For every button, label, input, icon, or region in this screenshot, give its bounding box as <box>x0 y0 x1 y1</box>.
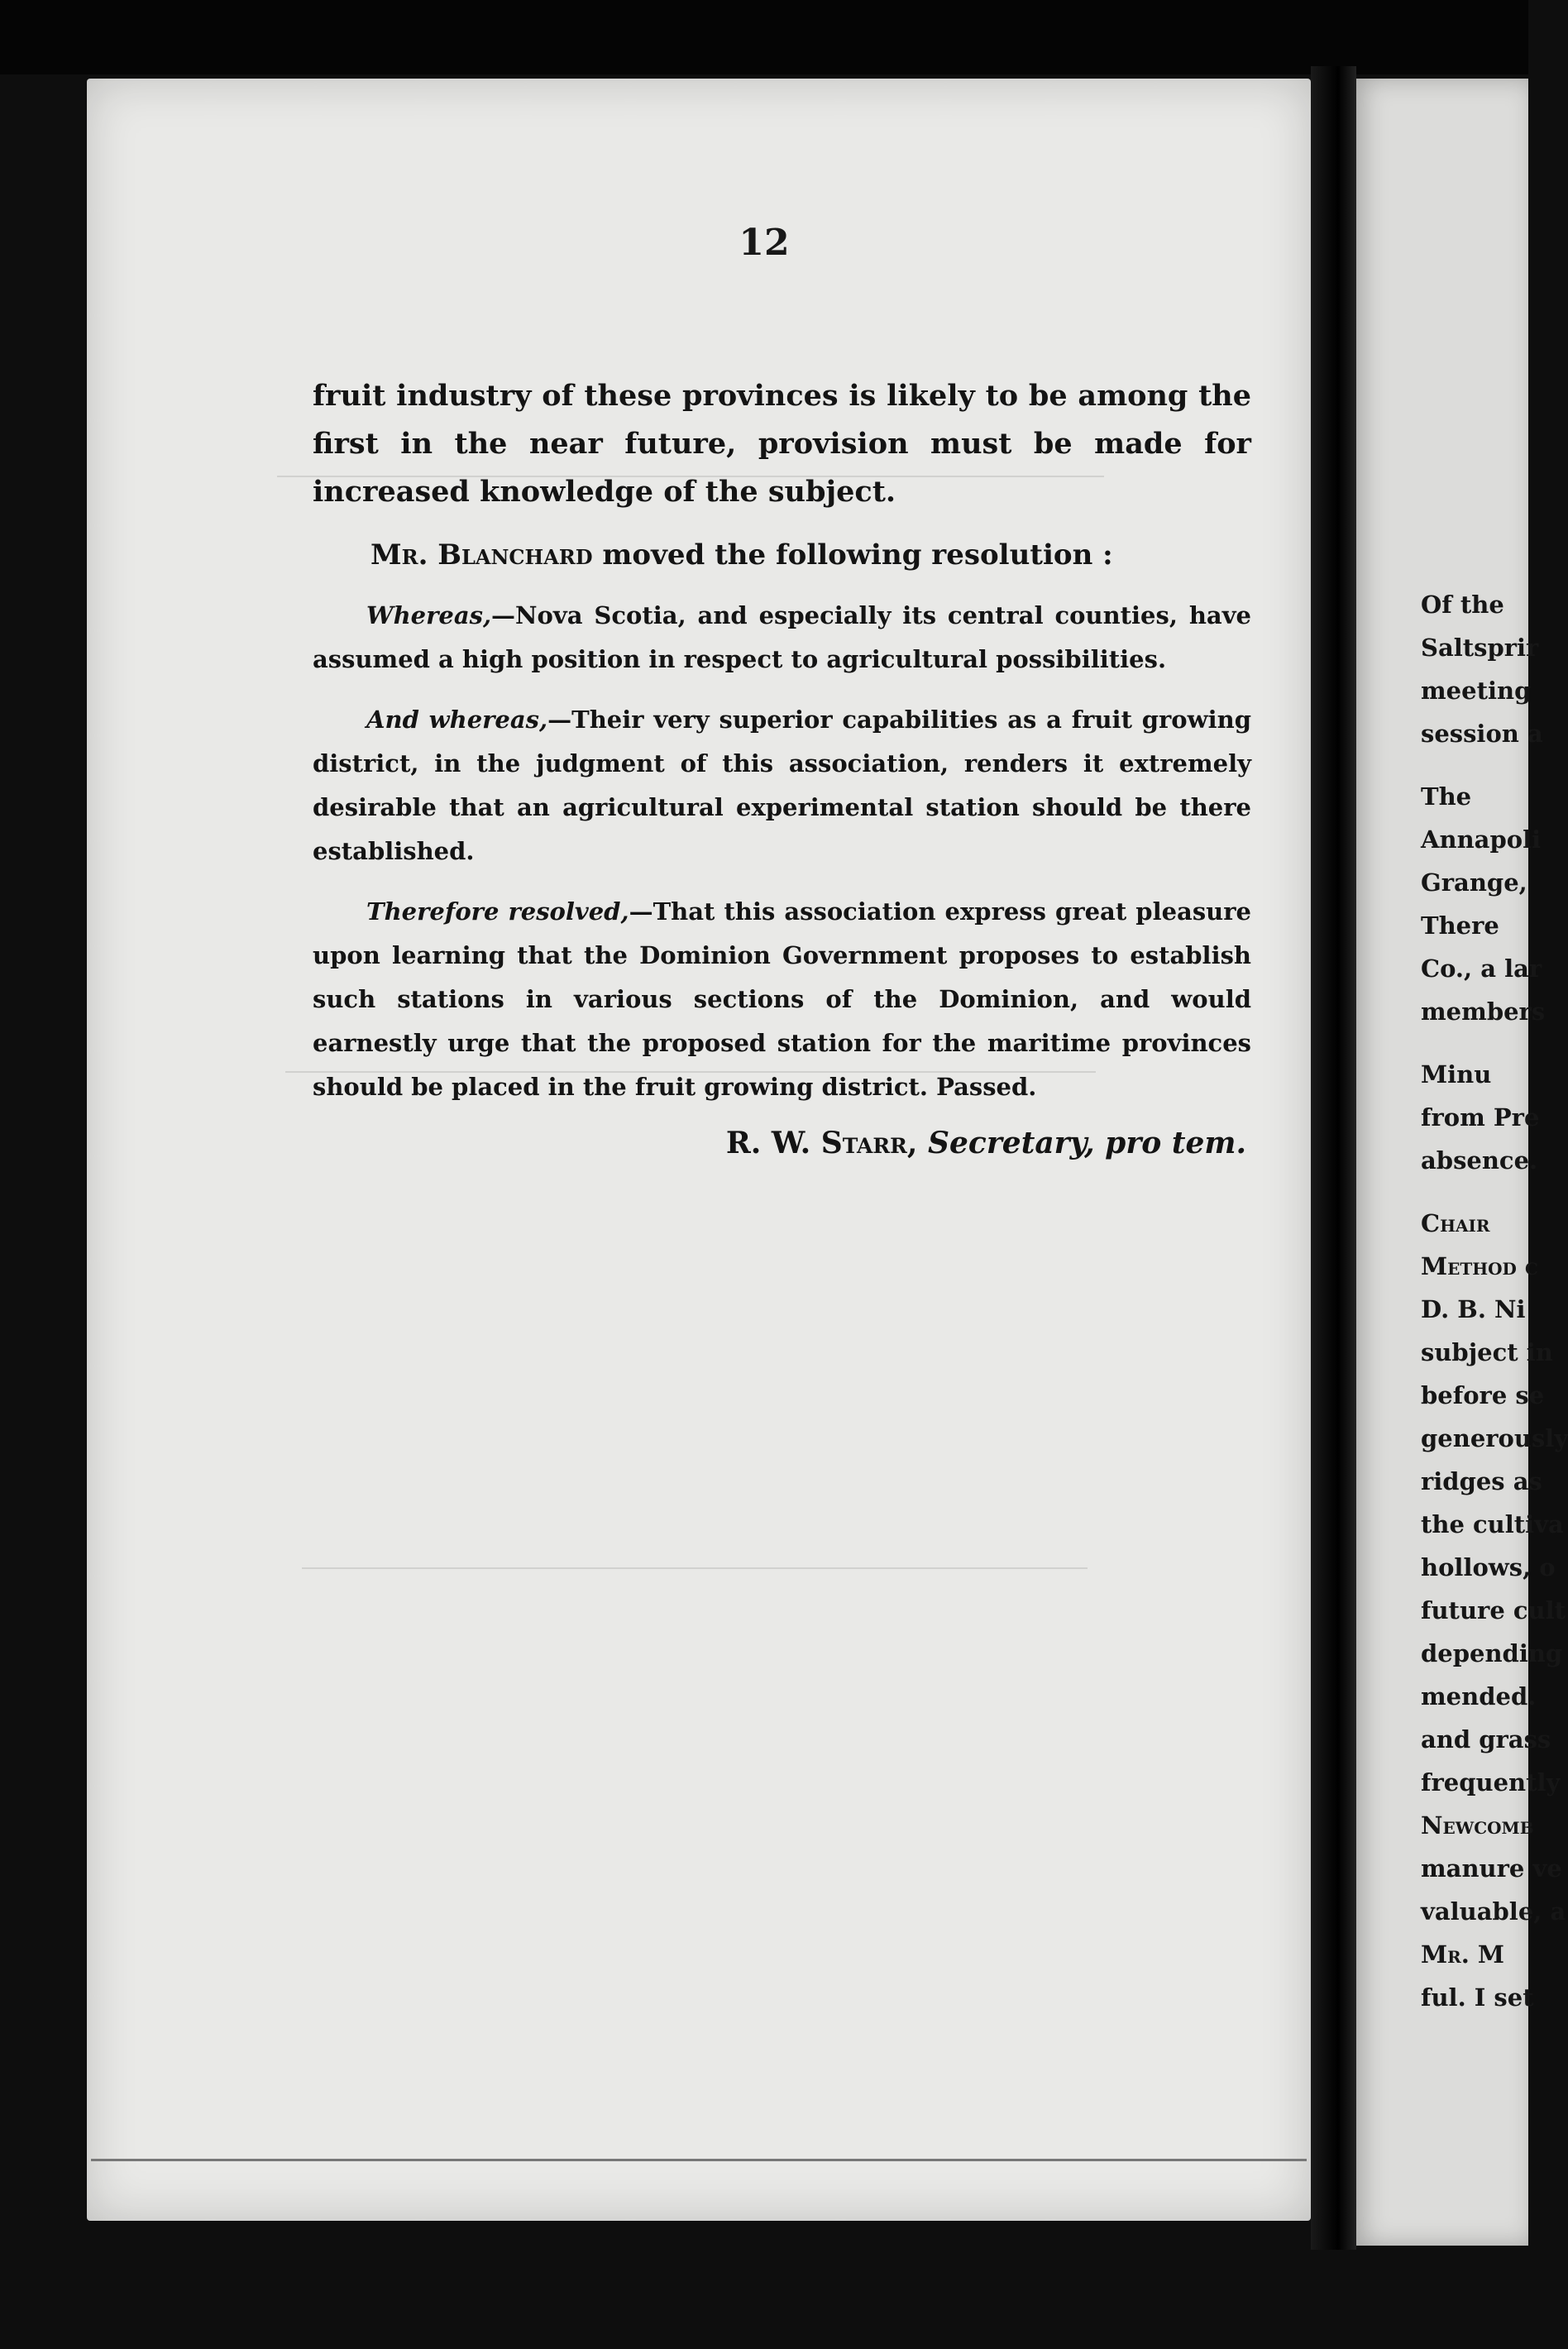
book-gutter <box>1311 66 1356 2250</box>
right-line: ridges as <box>1421 1467 1542 1495</box>
right-line: and grass <box>1421 1725 1551 1753</box>
right-line: the cultiva <box>1421 1510 1564 1538</box>
right-line: depending <box>1421 1639 1563 1667</box>
whereas-text: —Nova Scotia, and especially its central counties, have assumed a high position in respect to agricultural possibilities. <box>313 601 1251 673</box>
right-line: Method c <box>1421 1252 1538 1280</box>
and-whereas-paragraph <box>313 698 1251 873</box>
right-line: D. B. Ni <box>1421 1295 1526 1323</box>
right-line: There <box>1421 911 1499 940</box>
page-bottom-rule <box>91 2159 1307 2161</box>
right-line: Of the <box>1421 591 1504 619</box>
right-line: hollows, o <box>1421 1553 1556 1581</box>
lead-paragraph: fruit industry of these provinces is likely to be among the first in the near future, provision must be made for increased knowledge of the subject. <box>313 379 1251 509</box>
resolved-text: —That this association express great pleasure upon learning that the Dominion Government proposes to establish such stations in various sections of the Dominion, and would earnestly urge that the proposed station for the maritime provinces should be placed in the fruit growing district. Passed. <box>313 897 1251 1101</box>
mover-name: Mr. Blanchard <box>370 538 593 572</box>
and-whereas-label: And whereas, <box>366 706 548 734</box>
page-number: 12 <box>739 222 790 264</box>
right-line: Grange, <box>1421 868 1527 897</box>
right-line: Co., a lar <box>1421 954 1542 983</box>
right-line: ful. I set <box>1421 1983 1534 2012</box>
right-line: Newcomb <box>1421 1811 1534 1839</box>
right-line <box>1421 755 1537 775</box>
right-line <box>1421 1033 1537 1053</box>
right-line <box>1421 1182 1537 1202</box>
right-page-text <box>1421 583 1568 2019</box>
right-line: valuable, a <box>1421 1897 1566 1926</box>
resolved-paragraph <box>313 890 1251 1109</box>
left-page-text <box>313 372 1251 1160</box>
motion-line <box>313 531 1251 579</box>
right-line: future cult <box>1421 1596 1566 1624</box>
right-line: manure ve <box>1421 1854 1562 1883</box>
right-line: subject in <box>1421 1338 1553 1366</box>
whereas-label: Whereas, <box>366 601 492 629</box>
right-line: Annapoli <box>1421 825 1542 854</box>
right-line: Chair <box>1421 1209 1490 1237</box>
right-line: frequently <box>1421 1768 1561 1796</box>
right-line: Minu <box>1421 1060 1492 1088</box>
signatory-title: Secretary, pro tem. <box>917 1126 1246 1160</box>
right-line: session a <box>1421 720 1543 748</box>
resolved-label: Therefore resolved, <box>366 897 629 926</box>
whereas-paragraph <box>313 594 1251 682</box>
right-line: Mr. M <box>1421 1940 1505 1969</box>
right-line: The <box>1421 782 1472 811</box>
signature <box>313 1126 1251 1160</box>
right-line: members <box>1421 997 1546 1026</box>
right-line: mended. <box>1421 1682 1537 1710</box>
and-whereas-text: —Their very superior capabilities as a fruit growing district, in the judgment of this association, renders it extremely desirable that an agricultural experimental station should be there established. <box>313 706 1251 865</box>
signatory-name: R. W. Starr, <box>725 1126 918 1160</box>
right-line: generously <box>1421 1424 1568 1452</box>
right-line: Saltsprir <box>1421 634 1539 662</box>
motion-text: moved the following resolution : <box>592 538 1113 572</box>
right-line: before se <box>1421 1381 1545 1409</box>
right-line: absence. <box>1421 1146 1538 1174</box>
scan-top-edge <box>0 0 1528 74</box>
right-line: from Pre <box>1421 1103 1540 1131</box>
right-line: meeting <box>1421 677 1532 705</box>
